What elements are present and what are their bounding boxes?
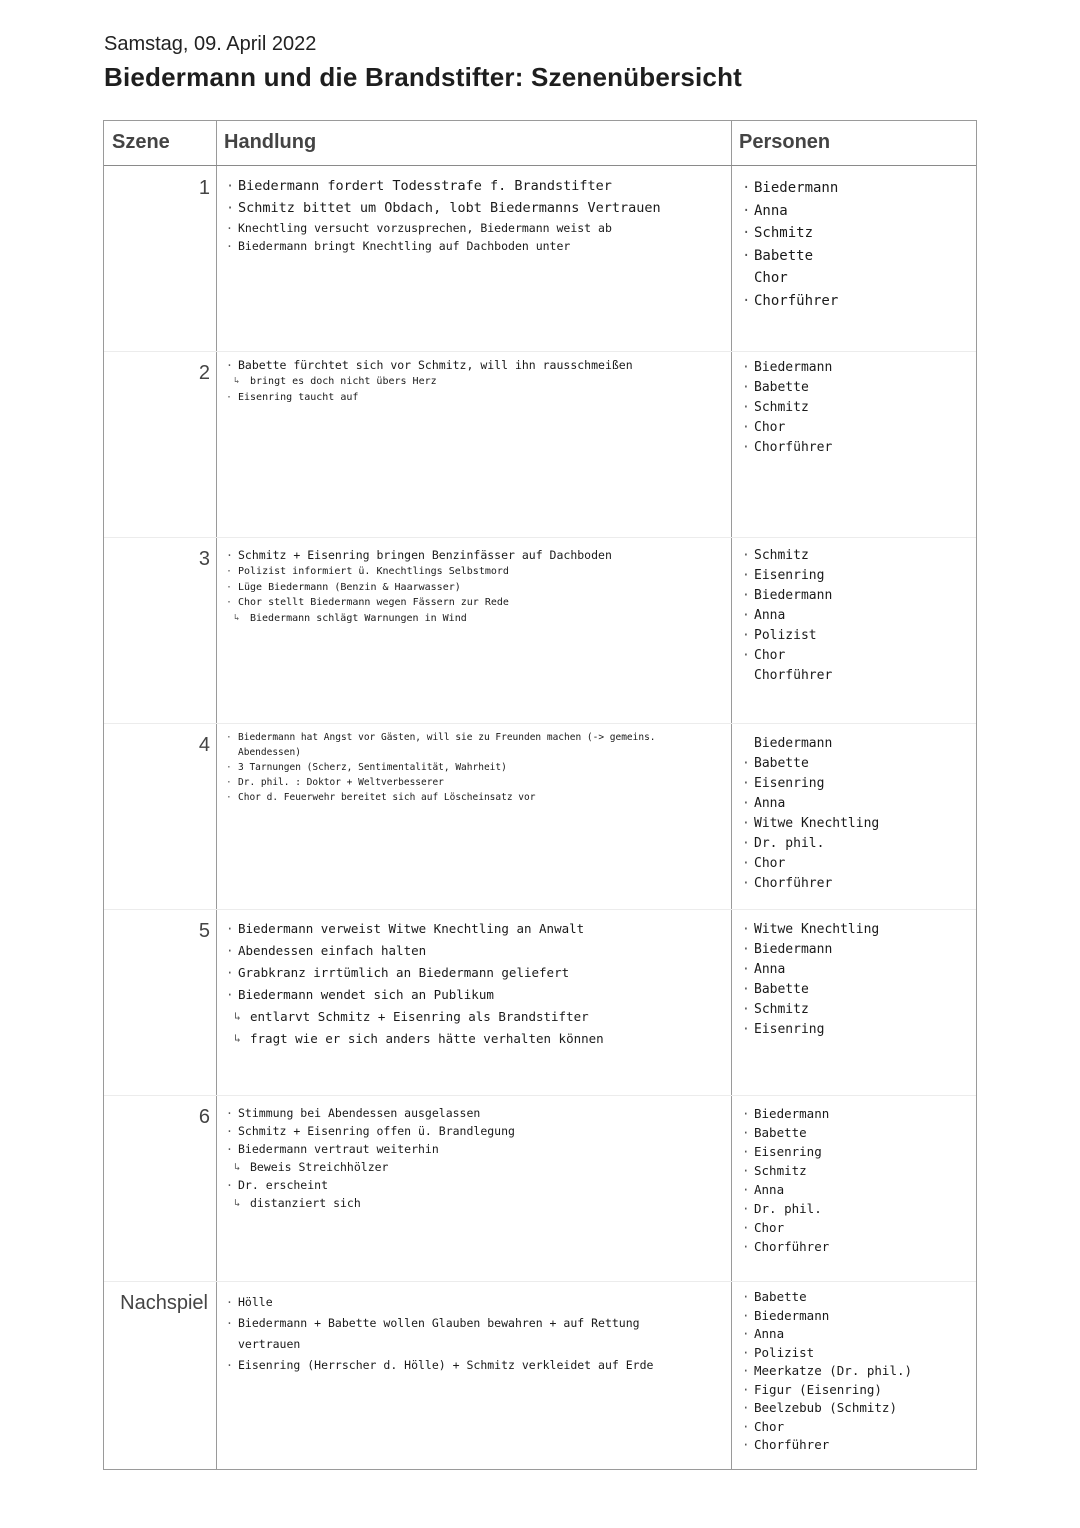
table-row: [104, 537, 976, 724]
person-item: · Eisenring: [740, 566, 970, 586]
personen-list: [740, 1288, 970, 1455]
person-item: · Eisenring: [740, 1142, 970, 1161]
document-title: Biedermann und die Brandstifter: Szenenübersicht: [104, 62, 743, 92]
column-header-personen: Personen: [739, 131, 831, 153]
table-row: [104, 1281, 976, 1470]
person-item: · Biedermann: [740, 1307, 970, 1326]
person-item: · Schmitz: [740, 398, 970, 418]
personen-list: [740, 734, 970, 894]
table-row: [104, 165, 976, 351]
person-item: · Eisenring: [740, 774, 970, 794]
person-item: · Polizist: [740, 1344, 970, 1363]
scene-number: 6: [198, 1106, 210, 1128]
person-item: · Meerkatze (Dr. phil.): [740, 1362, 970, 1381]
person-item: · Polizist: [740, 626, 970, 646]
scene-number: 1: [198, 177, 210, 199]
handlung-item: · Babette fürchtet sich vor Schmitz, will ihn rausschmeißen: [224, 356, 724, 374]
handlung-item: · Grabkranz irrtümlich an Biedermann geliefert: [224, 962, 724, 984]
person-item: · Anna: [740, 200, 970, 223]
handlung-item: · Schmitz + Eisenring offen ü. Brandlegung: [224, 1122, 724, 1140]
handlung-item: · Chor stellt Biedermann wegen Fässern zur Rede: [224, 595, 724, 611]
person-item: · Schmitz: [740, 222, 970, 245]
handlung-item: · Biedermann fordert Todesstrafe f. Brandstifter: [224, 175, 724, 197]
person-item: · Beelzebub (Schmitz): [740, 1399, 970, 1418]
handlung-item: · Biedermann hat Angst vor Gästen, will sie zu Freunden machen (-> gemeins.: [224, 730, 724, 745]
personen-list: [740, 546, 970, 686]
person-item: · Chorführer: [740, 290, 970, 313]
handlung-item: · Knechtling versucht vorzusprechen, Biedermann weist ab: [224, 219, 724, 237]
person-item: · Dr. phil.: [740, 1199, 970, 1218]
handlung-item: · Biedermann wendet sich an Publikum: [224, 984, 724, 1006]
handlung-list: [224, 175, 724, 255]
person-item: · Anna: [740, 1325, 970, 1344]
personen-list: [740, 177, 970, 312]
person-item: · Babette: [740, 980, 970, 1000]
person-item: · Babette: [740, 754, 970, 774]
person-item: · Biedermann: [740, 940, 970, 960]
person-item: · Biedermann: [740, 1104, 970, 1123]
personen-list: [740, 920, 970, 1040]
person-item: · Biedermann: [740, 177, 970, 200]
scene-number: 4: [198, 734, 210, 756]
handlung-list: [224, 546, 724, 626]
handlung-item: Abendessen): [238, 747, 301, 758]
handlung-item: · Biedermann + Babette wollen Glauben bewahren + auf Rettung: [224, 1313, 724, 1334]
handlung-item: · Biedermann verweist Witwe Knechtling an Anwalt: [224, 918, 724, 940]
scene-number: 2: [198, 362, 210, 384]
handlung-item: · Eisenring (Herrscher d. Hölle) + Schmitz verkleidet auf Erde: [224, 1355, 724, 1376]
handlung-list: [224, 918, 724, 1050]
person-item: · Anna: [740, 794, 970, 814]
personen-list: [740, 358, 970, 458]
handlung-item: · Polizist informiert ü. Knechtlings Selbstmord: [224, 564, 724, 580]
person-item: · Babette: [740, 378, 970, 398]
person-item: · Biedermann: [740, 358, 970, 378]
table-row: [104, 723, 976, 910]
handlung-item: ↳ Beweis Streichhölzer: [224, 1158, 724, 1176]
person-item: · Babette: [740, 245, 970, 268]
handlung-item: ↳ fragt wie er sich anders hätte verhalten können: [224, 1028, 724, 1050]
person-item: · Schmitz: [740, 546, 970, 566]
handlung-item: · Hölle: [224, 1292, 724, 1313]
handlung-list: [224, 356, 724, 405]
column-header-szene: Szene: [112, 131, 170, 153]
table-row: [104, 1095, 976, 1282]
handlung-item: · Stimmung bei Abendessen ausgelassen: [224, 1104, 724, 1122]
personen-list: [740, 1104, 970, 1256]
person-item: Chorführer: [754, 668, 833, 683]
scene-number: 5: [198, 920, 210, 942]
person-item: · Chor: [740, 646, 970, 666]
person-item: · Chorführer: [740, 1436, 970, 1455]
person-item: · Chor: [740, 418, 970, 438]
person-item: · Chor: [740, 854, 970, 874]
handlung-item: ↳ Biedermann schlägt Warnungen in Wind: [224, 611, 724, 627]
handlung-item: · Dr. erscheint: [224, 1176, 724, 1194]
person-item: Biedermann: [754, 736, 833, 751]
table-row: [104, 909, 976, 1096]
person-item: · Chorführer: [740, 874, 970, 894]
document-date: Samstag, 09. April 2022: [104, 33, 317, 55]
scene-number: 3: [198, 548, 210, 570]
person-item: · Anna: [740, 606, 970, 626]
handlung-item: ↳ entlarvt Schmitz + Eisenring als Brandstifter: [224, 1006, 724, 1028]
person-item: · Schmitz: [740, 1000, 970, 1020]
person-item: · Witwe Knechtling: [740, 920, 970, 940]
handlung-item: · Chor d. Feuerwehr bereitet sich auf Löscheinsatz vor: [224, 790, 724, 805]
handlung-list: [224, 1292, 724, 1376]
handlung-item: · Dr. phil. : Doktor + Weltverbesserer: [224, 775, 724, 790]
handlung-item: ↳ distanziert sich: [224, 1194, 724, 1212]
scene-overview-table: [103, 120, 977, 1470]
person-item: · Chorführer: [740, 1237, 970, 1256]
handlung-item: · Lüge Biedermann (Benzin & Haarwasser): [224, 580, 724, 596]
person-item: · Babette: [740, 1123, 970, 1142]
person-item: · Biedermann: [740, 586, 970, 606]
table-header: [104, 121, 976, 166]
handlung-item: · Schmitz bittet um Obdach, lobt Biedermanns Vertrauen: [224, 197, 724, 219]
handlung-item: · Schmitz + Eisenring bringen Benzinfässer auf Dachboden: [224, 546, 724, 564]
handlung-item: · Biedermann vertraut weiterhin: [224, 1140, 724, 1158]
person-item: · Babette: [740, 1288, 970, 1307]
handlung-list: [224, 1104, 724, 1212]
person-item: · Witwe Knechtling: [740, 814, 970, 834]
person-item: Chor: [754, 270, 788, 286]
column-header-handlung: Handlung: [224, 131, 317, 153]
handlung-item: · Eisenring taucht auf: [224, 390, 724, 406]
person-item: · Chorführer: [740, 438, 970, 458]
person-item: · Dr. phil.: [740, 834, 970, 854]
handlung-item: · 3 Tarnungen (Scherz, Sentimentalität, Wahrheit): [224, 760, 724, 775]
scene-number: Nachspiel: [120, 1292, 208, 1314]
handlung-item: ↳ bringt es doch nicht übers Herz: [224, 374, 724, 390]
table-row: [104, 351, 976, 538]
person-item: · Schmitz: [740, 1161, 970, 1180]
person-item: · Anna: [740, 1180, 970, 1199]
handlung-list: [224, 730, 724, 805]
handlung-item: · Abendessen einfach halten: [224, 940, 724, 962]
handlung-item: · Biedermann bringt Knechtling auf Dachboden unter: [224, 237, 724, 255]
person-item: · Anna: [740, 960, 970, 980]
person-item: · Chor: [740, 1418, 970, 1437]
person-item: · Chor: [740, 1218, 970, 1237]
handlung-item: vertrauen: [238, 1337, 301, 1351]
person-item: · Figur (Eisenring): [740, 1381, 970, 1400]
person-item: · Eisenring: [740, 1020, 970, 1040]
